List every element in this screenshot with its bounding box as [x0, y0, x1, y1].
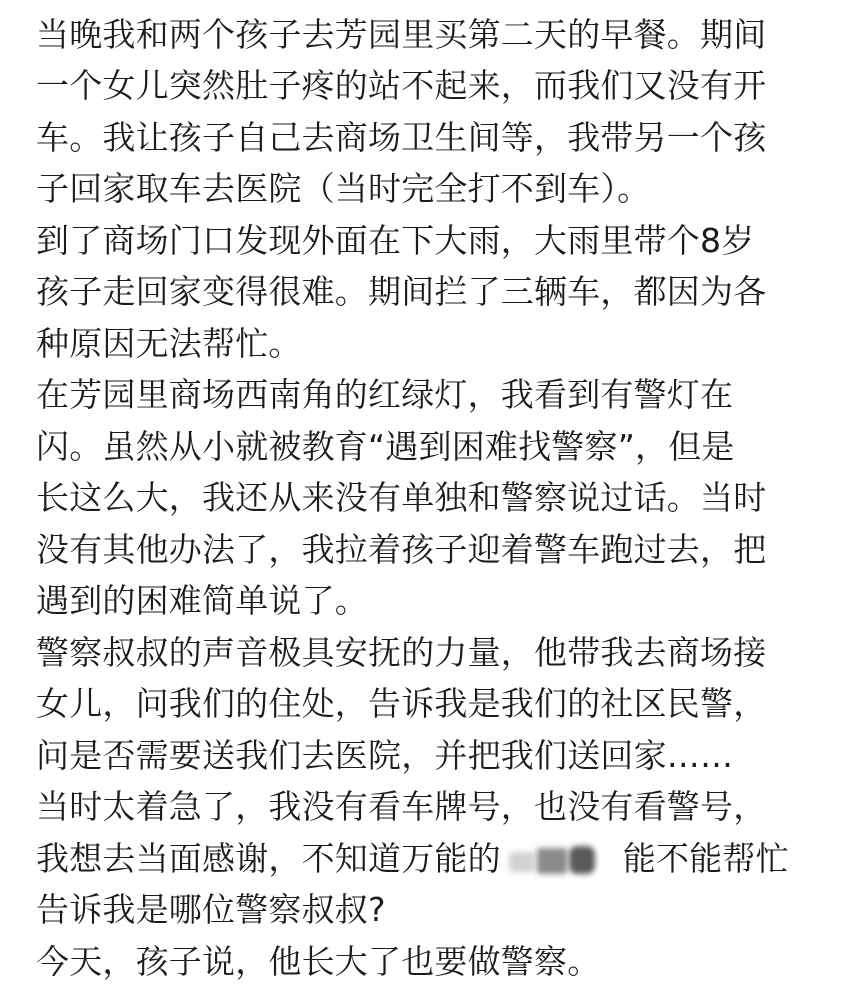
- post-text-line: 今天，孩子说，他长大了也要做警察。: [36, 942, 601, 981]
- post-text-line: 到了商场门口发现外面在下大雨，大雨里带个8岁: [36, 221, 755, 260]
- post-text-line: 孩子走回家变得很难。期间拦了三辆车，都因为各: [36, 272, 767, 311]
- post-text-line: 在芳园里商场西南角的红绿灯，我看到有警灯在: [36, 375, 734, 414]
- post-text-line: 警察叔叔的声音极具安抚的力量，他带我去商场接: [36, 633, 767, 672]
- post-text-line: 当晚我和两个孩子去芳园里买第二天的早餐。期间: [36, 15, 767, 54]
- post-text-line: 没有其他办法了，我拉着孩子迎着警车跑过去，把: [36, 530, 767, 569]
- post-text-line: 子回家取车去医院（当时完全打不到车）。: [36, 169, 651, 208]
- post-text-line: 车。我让孩子自己去商场卫生间等，我带另一个孩: [36, 118, 767, 157]
- post-text-fragment: 能不能帮忙: [622, 839, 789, 878]
- post-text-line: 种原因无法帮忙。: [36, 324, 302, 363]
- post-text-line: 遇到的困难简单说了。: [36, 581, 368, 620]
- post-text-line: 问是否需要送我们去医院，并把我们送回家……: [36, 736, 734, 775]
- post-text-fragment: 我想去当面感谢，不知道万能的: [36, 839, 501, 878]
- redacted-mention: [503, 842, 621, 876]
- post-text-line: 闪。虽然从小就被教育“遇到困难找警察”，但是: [36, 427, 735, 466]
- post-text-line: 长这么大，我还从来没有单独和警察说过话。当时: [36, 478, 767, 517]
- post-text-line: [36, 833, 789, 885]
- post-text-line: 告诉我是哪位警察叔叔?: [36, 890, 386, 929]
- post-text-line: 女儿，问我们的住处，告诉我是我们的社区民警，: [36, 684, 767, 723]
- post-text-line: 当时太着急了，我没有看车牌号，也没有看警号，: [36, 787, 767, 826]
- post-text-line: 一个女儿突然肚子疼的站不起来，而我们又没有开: [36, 66, 767, 105]
